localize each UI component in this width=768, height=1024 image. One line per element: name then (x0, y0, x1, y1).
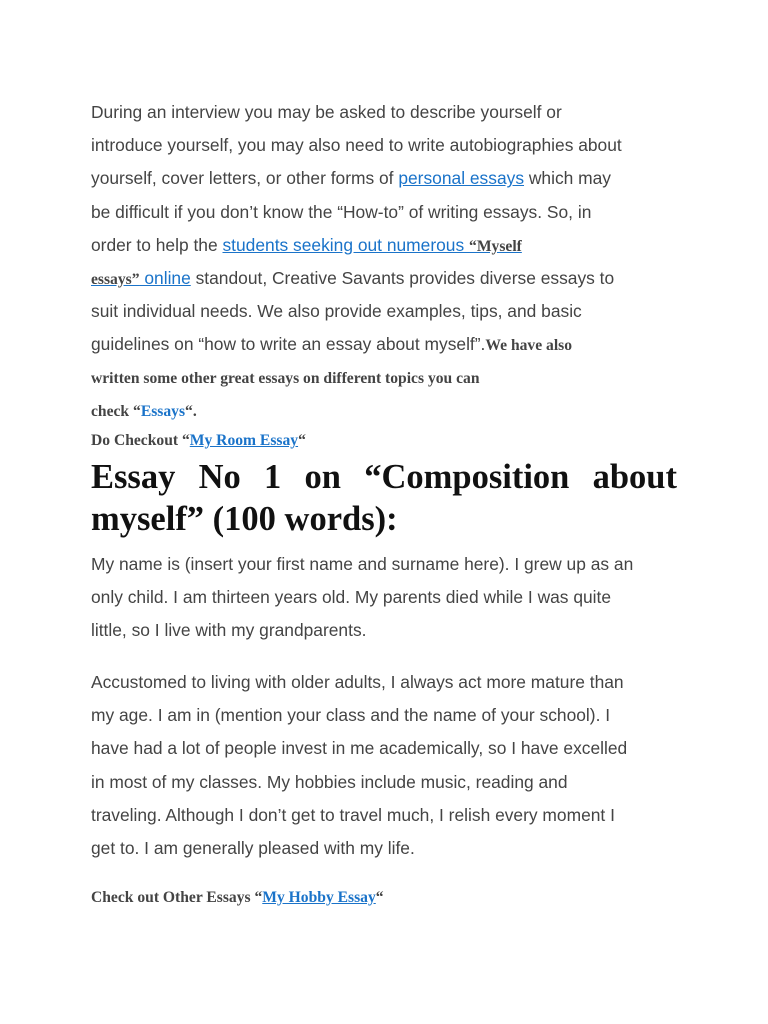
intro-line: During an interview you may be asked to describe yourself or (91, 102, 562, 122)
heading-line-1 (91, 456, 677, 498)
paragraph-line: in most of my classes. My hobbies include music, reading and (91, 771, 568, 792)
heading-word: on (304, 458, 341, 496)
intro-line: yourself, cover letters, or other forms of personal essays which may (91, 168, 611, 189)
paragraph-line: have had a lot of people invest in me academically, so I have excelled (91, 738, 628, 759)
heading-line-2: myself” (100 words): (91, 500, 398, 538)
paragraph-line: Accustomed to living with older adults, I always act more mature than (91, 672, 624, 692)
essays-link[interactable]: Essays (140, 402, 186, 420)
paragraph-line: My name is (insert your first name and surname here). I grew up as an (91, 554, 634, 574)
intro-line: introduce yourself, you may also need to write autobiographies about (91, 135, 622, 156)
paragraph-line: only child. I am thirteen years old. My parents died while I was quite (91, 587, 612, 608)
intro-line: order to help the students seeking out numerous “Myself (91, 234, 522, 255)
intro-line: check “Essays“. (91, 402, 197, 420)
paragraph-line: get to. I am generally pleased with my life. (91, 837, 415, 858)
essay-heading (91, 456, 677, 540)
heading-word: Essay (91, 458, 176, 496)
intro-line: be difficult if you don’t know the “How-to” of writing essays. So, in (91, 201, 592, 222)
paragraph-line: my age. I am in (mention your class and the name of your school). I (91, 705, 611, 726)
intro-line: suit individual needs. We also provide examples, tips, and basic (91, 301, 582, 322)
check-out-line: Check out Other Essays “My Hobby Essay“ (91, 889, 384, 906)
heading-word: 1 (264, 458, 282, 496)
myself-essays-online-link[interactable]: essays” online (91, 267, 191, 288)
my-room-essay-link[interactable]: My Room Essay (189, 432, 299, 449)
do-checkout-line: Do Checkout “My Room Essay“ (91, 432, 306, 449)
essay-paragraph-1 (91, 548, 681, 648)
students-seeking-link[interactable]: students seeking out numerous “Myself (222, 234, 522, 255)
heading-word: about (592, 458, 677, 496)
intro-line: essays” online standout, Creative Savants provides diverse essays to (91, 267, 615, 288)
intro-line: written some other great essays on different topics you can (91, 369, 480, 387)
paragraph-line: traveling. Although I don’t get to travel much, I relish every moment I (91, 804, 615, 825)
heading-word: “Composition (364, 458, 570, 496)
personal-essays-link[interactable]: personal essays (398, 168, 525, 189)
paragraph-line: little, so I live with my grandparents. (91, 620, 367, 641)
heading-word: No (198, 458, 241, 496)
my-hobby-essay-link[interactable]: My Hobby Essay (262, 889, 376, 906)
intro-line: guidelines on “how to write an essay about myself”.We have also (91, 334, 573, 355)
essay-paragraph-2 (91, 666, 681, 865)
intro-paragraph (91, 96, 677, 428)
